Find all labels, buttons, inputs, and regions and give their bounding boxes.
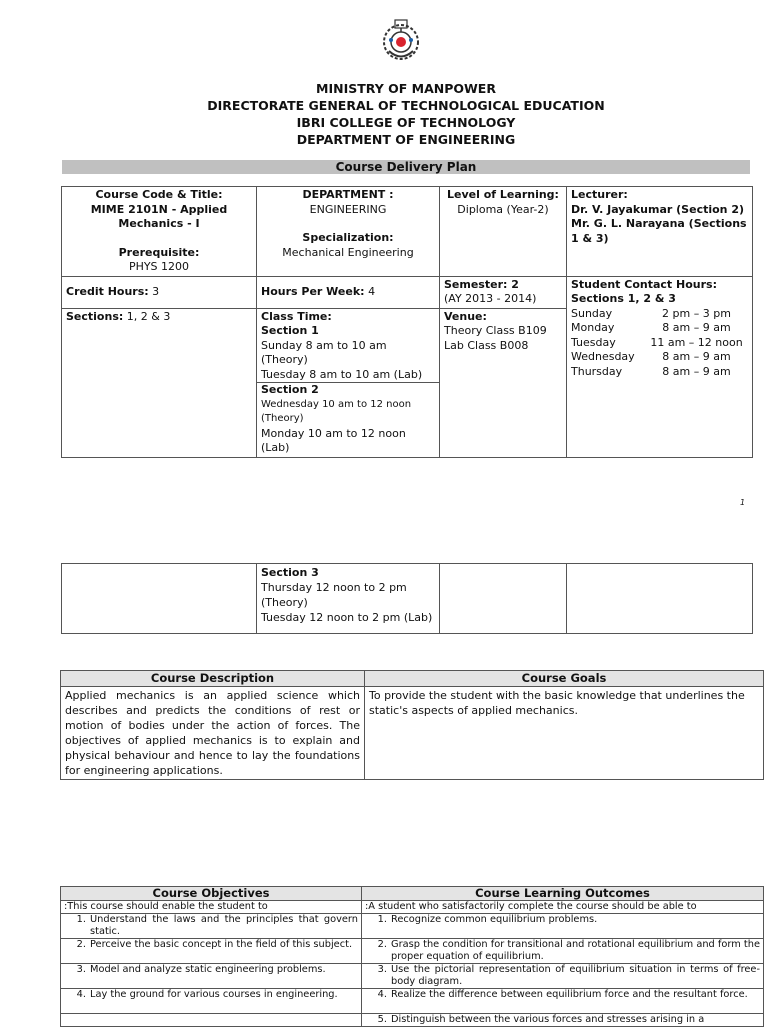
directorate-heading: DIRECTORATE GENERAL OF TECHNOLOGICAL EDUCATION [207, 98, 605, 113]
prerequisite-value: PHYS 1200 [128, 260, 190, 273]
course-code-cell [62, 187, 257, 277]
section-3-continuation-table [61, 563, 753, 634]
contact-hours-cell [567, 276, 753, 457]
contact-row: Monday 8 am – 9 am [571, 321, 731, 334]
course-delivery-plan-title: Course Delivery Plan [62, 160, 750, 174]
semester-value: (AY 2013 - 2014) [444, 292, 537, 305]
section-1-label: Section 1 [261, 324, 319, 337]
section-1-lab: Tuesday 8 am to 10 am (Lab) [261, 367, 423, 381]
venue-theory: Theory Class B109 [444, 324, 547, 337]
college-emblem-logo [379, 18, 423, 64]
contact-row: Thursday 8 am – 9 am [571, 364, 731, 378]
empty-cell [61, 1014, 362, 1027]
objective-item: 3. Model and analyze static engineering problems. [61, 964, 362, 989]
course-title: MIME 2101N - Applied Mechanics - I [90, 202, 228, 230]
contact-hours-label: Student Contact Hours: [571, 277, 717, 291]
contact-row: Tuesday 11 am – 12 noon [571, 335, 743, 349]
outcome-item: 1. Recognize common equilibrium problems. [362, 914, 764, 939]
course-objectives-header: Course Objectives [61, 887, 362, 901]
credit-hours-cell [62, 276, 257, 308]
department-label: DEPARTMENT : [302, 188, 394, 201]
contact-row: Wednesday 8 am – 9 am [571, 350, 731, 363]
credit-hours-value: 3 [152, 284, 160, 298]
outcome-item: 4. Realize the difference between equilibrium force and the resultant force. [362, 989, 764, 1014]
level-value: Diploma (Year-2) [457, 202, 549, 216]
hours-per-week-cell [257, 276, 440, 308]
outcome-item: 5. Distinguish between the various forces and stresses arising in a [362, 1014, 764, 1027]
ministry-heading: MINISTRY OF MANPOWER [316, 81, 496, 96]
objectives-outcomes-table [60, 886, 764, 1027]
section-3-cell [257, 564, 440, 634]
section-3-lab: Tuesday 12 noon to 2 pm (Lab) [261, 611, 433, 624]
hours-per-week-label: Hours Per Week: [261, 284, 365, 298]
empty-cell [62, 564, 257, 634]
contact-row: Sunday 2 pm – 3 pm [571, 306, 731, 320]
venue-lab: Lab Class B008 [444, 338, 529, 352]
college-heading: IBRI COLLEGE OF TECHNOLOGY [296, 115, 516, 130]
lecturer-2: Mr. G. L. Narayana (Sections 1 & 3) [571, 217, 747, 245]
sections-cell [62, 308, 257, 457]
outcome-item: 3. Use the pictorial representation of equilibrium situation in terms of free-body diagram. [362, 964, 764, 989]
contact-sections: Sections 1, 2 & 3 [571, 292, 676, 305]
sections-value: 1, 2 & 3 [126, 309, 171, 323]
objective-item: 4. Lay the ground for various courses in engineering. [61, 989, 362, 1014]
semester-cell [440, 276, 567, 308]
department-cell [257, 187, 440, 277]
section-3-theory: Thursday 12 noon to 2 pm (Theory) [261, 581, 407, 609]
outcome-item: 2. Grasp the condition for transitional and rotational equilibrium and form the proper equation of equilibrium. [362, 939, 764, 964]
section-1-theory: Sunday 8 am to 10 am (Theory) [261, 338, 387, 366]
sections-label: Sections: [66, 309, 124, 323]
empty-cell [440, 564, 567, 634]
specialization-value: Mechanical Engineering [282, 245, 414, 259]
class-time-label: Class Time: [261, 309, 332, 323]
lecturer-1: Dr. V. Jayakumar (Section 2) [571, 202, 745, 216]
lecturer-label: Lecturer: [571, 188, 628, 201]
credit-hours-label: Credit Hours: [66, 284, 149, 298]
level-cell [440, 187, 567, 277]
specialization-label: Specialization: [302, 231, 394, 244]
hours-per-week-value: 4 [368, 284, 376, 298]
semester-label: Semester: 2 [444, 277, 519, 291]
level-label: Level of Learning: [447, 188, 559, 201]
learning-outcomes-header: Course Learning Outcomes [362, 887, 764, 901]
department-value: ENGINEERING [309, 202, 387, 216]
course-goals-header: Course Goals [365, 671, 764, 687]
course-description-text: Applied mechanics is an applied science which describes and predicts the conditions of rest or motion of bodies under the action of forces. The objectives of applied mechanics is to explain and physical behaviour and hence to lay the foundations for engineering applications. [61, 687, 365, 780]
course-description-header: Course Description [61, 671, 365, 687]
venue-label: Venue: [444, 309, 487, 323]
description-goals-table [60, 670, 764, 780]
outcomes-intro: :A student who satisfactorily complete the course should be able to [362, 901, 764, 914]
class-time-cell [257, 308, 440, 457]
section-2-lab: Monday 10 am to 12 noon (Lab) [261, 426, 406, 454]
lecturer-cell [567, 187, 753, 277]
section-3-label: Section 3 [261, 566, 319, 579]
course-code-label: Course Code & Title: [95, 188, 223, 201]
course-goals-text: To provide the student with the basic knowledge that underlines the static's aspects of applied mechanics. [365, 687, 764, 780]
department-heading: DEPARTMENT OF ENGINEERING [296, 132, 516, 147]
course-info-table [61, 186, 753, 458]
objective-item: 2. Perceive the basic concept in the field of this subject. [61, 939, 362, 964]
section-2-theory: Wednesday 10 am to 12 noon (Theory) [261, 398, 412, 424]
objectives-intro: :This course should enable the student to [61, 901, 362, 914]
page-number: 1 [740, 498, 746, 507]
section-2-label: Section 2 [261, 383, 319, 396]
empty-cell [567, 564, 753, 634]
venue-cell [440, 308, 567, 457]
prerequisite-label: Prerequisite: [118, 245, 200, 259]
objective-item: 1. Understand the laws and the principles that govern static. [61, 914, 362, 939]
